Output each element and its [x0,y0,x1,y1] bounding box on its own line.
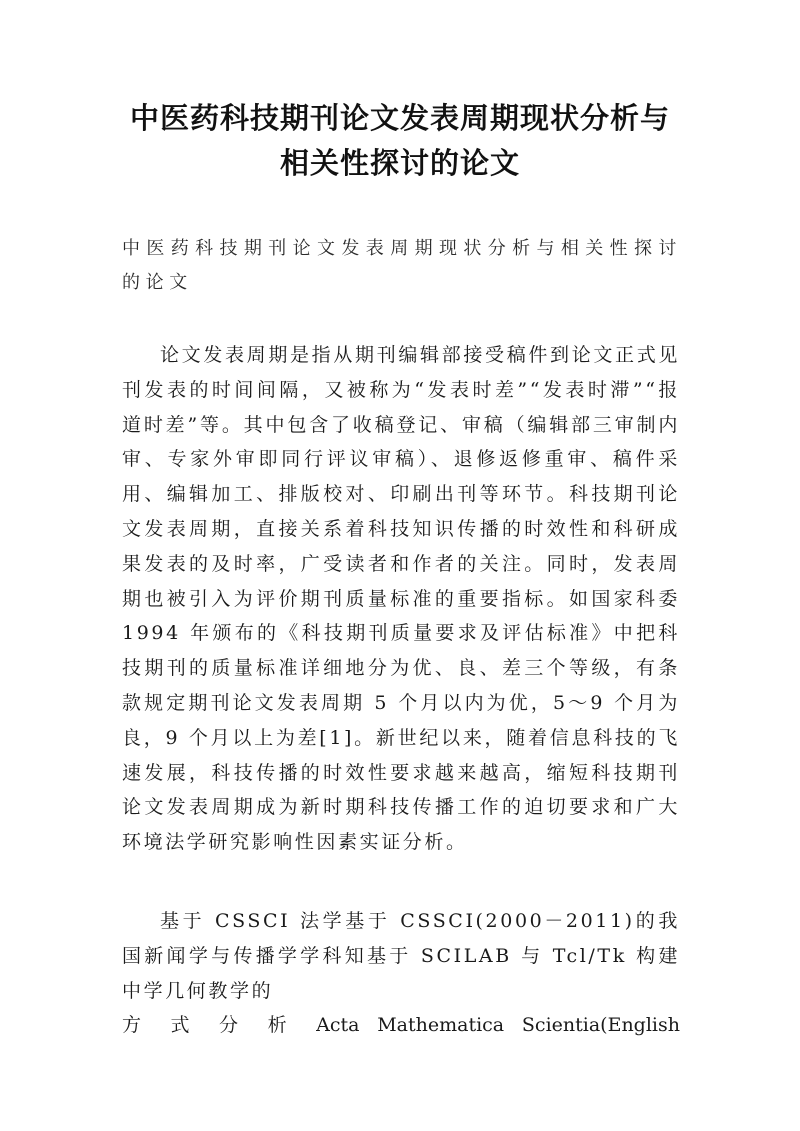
paragraph-text: 论文发表周期是指从期刊编辑部接受稿件到论文正式见刊发表的时间间隔，又被称为“发表时差”“发表时滞”“报道时差”等。其中包含了收稿登记、审稿（编辑部三审制内审、专家外审即同行评议审稿）、退修返修重审、稿件采用、编辑加工、排版校对、印刷出刊等环节。科技期刊论文发表周期，直接关系着科技知识传播的时效性和科研成果发表的及时率，广受读者和作者的关注。同时，发表周期也被引入为评价期刊质量标准的重要指标。如国家科委 1994 年颁布的《科技期刊质量要求及评估标准》中把科技期刊的质量标准详细地分为优、良、差三个等级，有条款规定期刊论文发表周期 5 个月以内为优，5～9 个月为良，9 个月以上为差[1]。新世纪以来，随着信息科技的飞速发展，科技传播的时效性要求越来越高，缩短科技期刊论文发表周期成为新时期科技传播工作的迫切要求和广大环境法学研究影响性因素实证分析。 [122,344,680,854]
body-paragraph-2 [122,904,680,1043]
body-paragraph-1 [122,338,680,860]
title-line-1: 中医药科技期刊论文发表周期现状分析与 [129,101,670,135]
document-title [100,96,700,186]
paragraph-last-line: 方 式 分 析 Acta Mathematica Scientia(English [122,1014,680,1037]
paragraph-text: 基于 CSSCI 法学基于 CSSCI(2000－2011)的我国新闻学与传播学学科知基于 SCILAB 与 Tcl/Tk 构建中学几何教学的 [122,910,680,1002]
document-subtitle: 中医药科技期刊论文发表周期现状分析与相关性探讨的论文 [122,238,682,293]
title-line-2: 相关性探讨的论文 [279,146,520,180]
